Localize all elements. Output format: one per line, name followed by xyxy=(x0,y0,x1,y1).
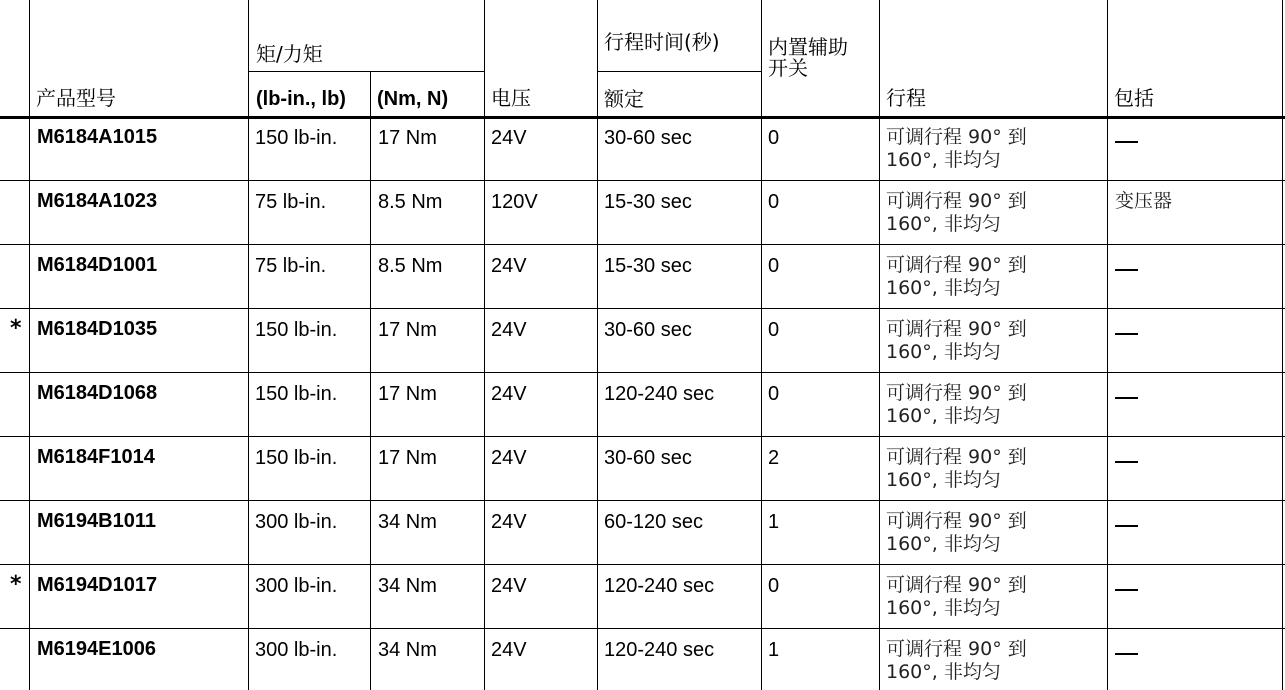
aux-switch-count: 0 xyxy=(768,383,780,405)
torque-lb-in: 150 lb-in. xyxy=(255,447,338,469)
torque-nm: 34 Nm xyxy=(378,575,437,597)
header-aux-switch xyxy=(768,37,848,79)
em-dash xyxy=(1115,653,1138,655)
voltage: 120V xyxy=(491,191,538,213)
recommended-mark: * xyxy=(10,316,22,341)
timing: 30-60 sec xyxy=(604,447,692,469)
row-divider xyxy=(0,436,1285,437)
model-number: M6184A1015 xyxy=(37,126,158,148)
row-divider xyxy=(0,372,1285,373)
includes-dash xyxy=(1115,318,1135,342)
voltage: 24V xyxy=(491,447,527,469)
model-number: M6184A1023 xyxy=(37,190,158,212)
aux-switch-count: 1 xyxy=(768,511,780,533)
em-dash xyxy=(1115,589,1138,591)
aux-switch-count: 1 xyxy=(768,639,780,661)
row-divider xyxy=(0,564,1285,565)
header-stroke: 行程 xyxy=(886,86,926,110)
row-divider xyxy=(0,628,1285,629)
em-dash xyxy=(1115,333,1138,335)
aux-switch-count: 0 xyxy=(768,191,780,213)
col-divider xyxy=(597,0,598,690)
stroke-line-2: 160°, 非均匀 xyxy=(886,661,1001,683)
torque-lb-in: 300 lb-in. xyxy=(255,639,338,661)
stroke-line-2: 160°, 非均匀 xyxy=(886,405,1001,427)
torque-nm: 34 Nm xyxy=(378,639,437,661)
voltage: 24V xyxy=(491,319,527,341)
row-divider xyxy=(0,180,1285,181)
includes-dash xyxy=(1115,126,1135,150)
stroke-line-1: 可调行程 90° 到 xyxy=(886,318,1027,340)
aux-switch-count: 2 xyxy=(768,447,780,469)
torque-lb-in: 75 lb-in. xyxy=(255,191,327,213)
stroke-line-1: 可调行程 90° 到 xyxy=(886,638,1027,660)
stroke-line-2: 160°, 非均匀 xyxy=(886,213,1001,235)
model-number: M6184D1001 xyxy=(37,254,158,276)
col-divider xyxy=(761,0,762,690)
includes-dash xyxy=(1115,510,1135,534)
em-dash xyxy=(1115,397,1138,399)
stroke-line-1: 可调行程 90° 到 xyxy=(886,254,1027,276)
col-divider xyxy=(1107,0,1108,690)
torque-lb-in: 150 lb-in. xyxy=(255,127,338,149)
timing: 15-30 sec xyxy=(604,255,692,277)
aux-switch-count: 0 xyxy=(768,255,780,277)
row-divider xyxy=(0,308,1285,309)
stroke-line-1: 可调行程 90° 到 xyxy=(886,382,1027,404)
torque-lb-in: 300 lb-in. xyxy=(255,511,338,533)
model-number: M6194B1011 xyxy=(37,510,156,532)
header-voltage: 电压 xyxy=(491,86,531,110)
stroke-line-2: 160°, 非均匀 xyxy=(886,469,1001,491)
includes-dash xyxy=(1115,254,1135,278)
torque-lb-in: 75 lb-in. xyxy=(255,255,327,277)
col-divider xyxy=(29,0,30,690)
header-torque: 矩/力矩 xyxy=(256,42,323,66)
aux-switch-count: 0 xyxy=(768,319,780,341)
header-torque-nm: (Nm, N) xyxy=(377,88,449,110)
header-rule xyxy=(0,116,1285,119)
torque-nm: 34 Nm xyxy=(378,511,437,533)
header-aux-switch-line1: 内置辅助 xyxy=(768,35,848,59)
timing: 30-60 sec xyxy=(604,319,692,341)
includes-dash xyxy=(1115,638,1135,662)
header-aux-switch-line2: 开关 xyxy=(768,56,808,80)
row-divider xyxy=(0,244,1285,245)
model-number: M6194D1017 xyxy=(37,574,158,596)
em-dash xyxy=(1115,525,1138,527)
stroke-line-2: 160°, 非均匀 xyxy=(886,597,1001,619)
stroke-line-1: 可调行程 90° 到 xyxy=(886,510,1027,532)
aux-switch-count: 0 xyxy=(768,127,780,149)
header-timing: 行程时间(秒) xyxy=(604,30,720,54)
voltage: 24V xyxy=(491,511,527,533)
em-dash xyxy=(1115,461,1138,463)
timing: 120-240 sec xyxy=(604,383,715,405)
header-subdivider xyxy=(248,71,484,72)
voltage: 24V xyxy=(491,575,527,597)
stroke-line-1: 可调行程 90° 到 xyxy=(886,126,1027,148)
model-number: M6184D1068 xyxy=(37,382,158,404)
header-subdivider xyxy=(597,71,761,72)
col-divider xyxy=(879,0,880,690)
timing: 30-60 sec xyxy=(604,127,692,149)
torque-nm: 8.5 Nm xyxy=(378,255,443,277)
timing: 15-30 sec xyxy=(604,191,692,213)
torque-lb-in: 150 lb-in. xyxy=(255,383,338,405)
torque-nm: 17 Nm xyxy=(378,383,437,405)
aux-switch-count: 0 xyxy=(768,575,780,597)
model-number: M6194E1006 xyxy=(37,638,156,660)
timing: 60-120 sec xyxy=(604,511,703,533)
em-dash xyxy=(1115,269,1138,271)
stroke-line-2: 160°, 非均匀 xyxy=(886,341,1001,363)
col-divider xyxy=(370,72,371,690)
stroke-line-1: 可调行程 90° 到 xyxy=(886,190,1027,212)
includes-item: 变压器 xyxy=(1115,190,1173,212)
includes-dash xyxy=(1115,574,1135,598)
torque-nm: 17 Nm xyxy=(378,319,437,341)
includes-dash xyxy=(1115,446,1135,470)
includes-dash xyxy=(1115,382,1135,406)
stroke-line-2: 160°, 非均匀 xyxy=(886,149,1001,171)
voltage: 24V xyxy=(491,255,527,277)
torque-lb-in: 150 lb-in. xyxy=(255,319,338,341)
torque-nm: 8.5 Nm xyxy=(378,191,443,213)
recommended-mark: * xyxy=(10,572,22,597)
timing: 120-240 sec xyxy=(604,639,715,661)
torque-nm: 17 Nm xyxy=(378,127,437,149)
voltage: 24V xyxy=(491,127,527,149)
stroke-line-2: 160°, 非均匀 xyxy=(886,533,1001,555)
model-number: M6184F1014 xyxy=(37,446,155,468)
col-divider xyxy=(484,0,485,690)
stroke-line-1: 可调行程 90° 到 xyxy=(886,446,1027,468)
header-includes: 包括 xyxy=(1114,86,1154,110)
em-dash xyxy=(1115,141,1138,143)
voltage: 24V xyxy=(491,639,527,661)
header-torque-lb: (lb-in., lb) xyxy=(256,88,346,110)
torque-nm: 17 Nm xyxy=(378,447,437,469)
voltage: 24V xyxy=(491,383,527,405)
torque-lb-in: 300 lb-in. xyxy=(255,575,338,597)
stroke-line-1: 可调行程 90° 到 xyxy=(886,574,1027,596)
model-number: M6184D1035 xyxy=(37,318,158,340)
header-model: 产品型号 xyxy=(36,86,116,110)
header-timing-rated: 额定 xyxy=(604,87,644,111)
stroke-line-2: 160°, 非均匀 xyxy=(886,277,1001,299)
timing: 120-240 sec xyxy=(604,575,715,597)
col-divider xyxy=(1282,0,1283,690)
col-divider xyxy=(248,0,249,690)
row-divider xyxy=(0,500,1285,501)
